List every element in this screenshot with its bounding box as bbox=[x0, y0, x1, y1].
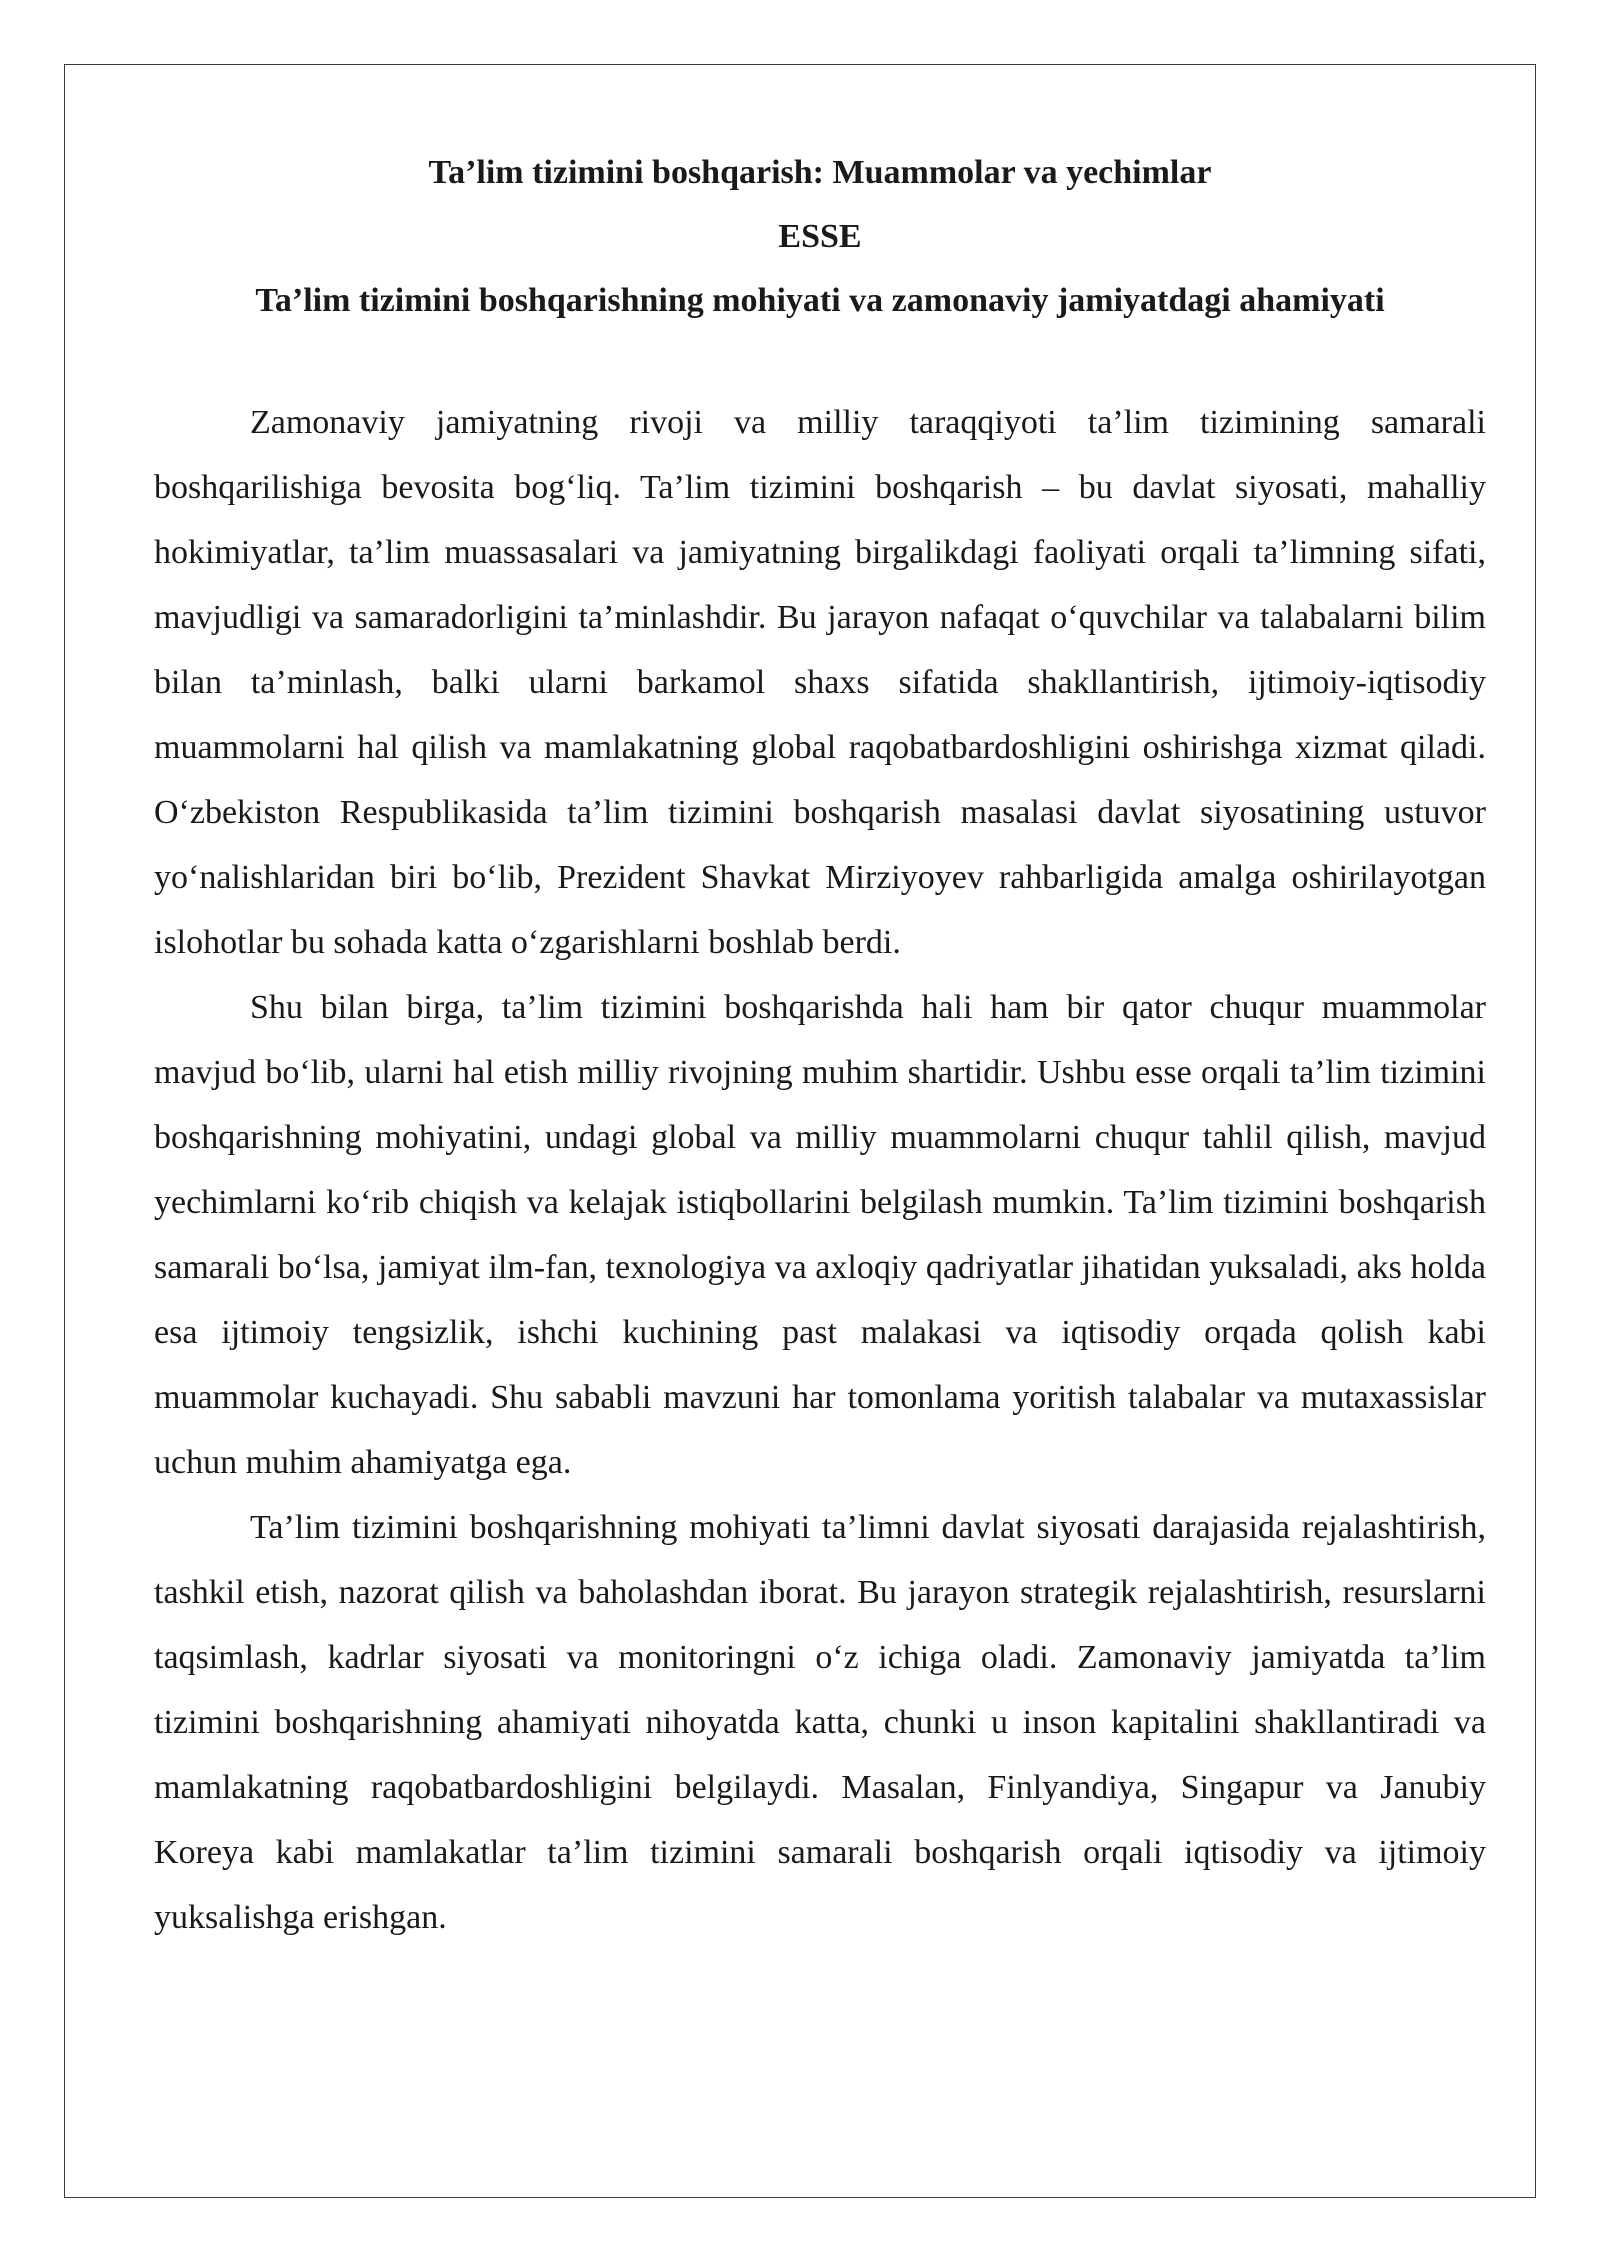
paragraph-1: Zamonaviy jamiyatning rivoji va milliy taraqqiyoti ta’lim tizimining samarali boshqarilishiga bevosita bog‘liq. Ta’lim tizimini boshqarish – bu davlat siyosati, mahalliy hokimiyatlar, ta’lim muassasalari va jamiyatning birgalikdagi faoliyati orqali ta’limning sifati, mavjudligi va samaradorligini ta’minlashdir. Bu jarayon nafaqat o‘quvchilar va talabalarni bilim bilan ta’minlash, balki ularni barkamol shaxs sifatida shakllantirish, ijtimoiy-iqtisodiy muammolarni hal qilish va mamlakatning global raqobatbardoshligini oshirishga xizmat qiladi. O‘zbekiston Respublikasida ta’lim tizimini boshqarish masalasi davlat siyosatining ustuvor yo‘nalishlaridan biri bo‘lib, Prezident Shavkat Mirziyoyev rahbarligida amalga oshirilayotgan islohotlar bu sohada katta o‘zgarishlarni boshlab berdi. bbox=[154, 404, 1486, 961]
section-heading: Ta’lim tizimini boshqarishning mohiyati va zamonaviy jamiyatdagi ahamiyati bbox=[255, 282, 1385, 319]
document-content bbox=[154, 150, 1486, 1950]
paragraph-2: Shu bilan birga, ta’lim tizimini boshqarishda hali ham bir qator chuqur muammolar mavjud bo‘lib, ularni hal etish milliy rivojning muhim shartidir. Ushbu esse orqali ta’lim tizimini boshqarishning mohiyatini, undagi global va milliy muammolarni chuqur tahlil qilish, mavjud yechimlarni ko‘rib chiqish va kelajak istiqbollarini belgilash mumkin. Ta’lim tizimini boshqarish samarali bo‘lsa, jamiyat ilm-fan, texnologiya va axloqiy qadriyatlar jihatidan yuksaladi, aks holda esa ijtimoiy tengsizlik, ishchi kuchining past malakasi va iqtisodiy orqada qolish kabi muammolar kuchayadi. Shu sababli mavzuni har tomonlama yoritish talabalar va mutaxassislar uchun muhim ahamiyatga ega. bbox=[154, 989, 1486, 1481]
paragraph-3: Ta’lim tizimini boshqarishning mohiyati ta’limni davlat siyosati darajasida rejalashtirish, tashkil etish, nazorat qilish va baholashdan iborat. Bu jarayon strategik rejalashtirish, resurslarni taqsimlash, kadrlar siyosati va monitoringni o‘z ichiga oladi. Zamonaviy jamiyatda ta’lim tizimini boshqarishning ahamiyati nihoyatda katta, chunki u inson kapitalini shakllantiradi va mamlakatning raqobatbardoshligini belgilaydi. Masalan, Finlyandiya, Singapur va Janubiy Koreya kabi mamlakatlar ta’lim tizimini samarali boshqarish orqali iqtisodiy va ijtimoiy yuksalishga erishgan. bbox=[154, 1509, 1486, 1936]
document-subtitle: ESSE bbox=[778, 218, 862, 255]
document-title: Ta’lim tizimini boshqarish: Muammolar va yechimlar bbox=[428, 154, 1212, 191]
document-body bbox=[154, 390, 1486, 1950]
